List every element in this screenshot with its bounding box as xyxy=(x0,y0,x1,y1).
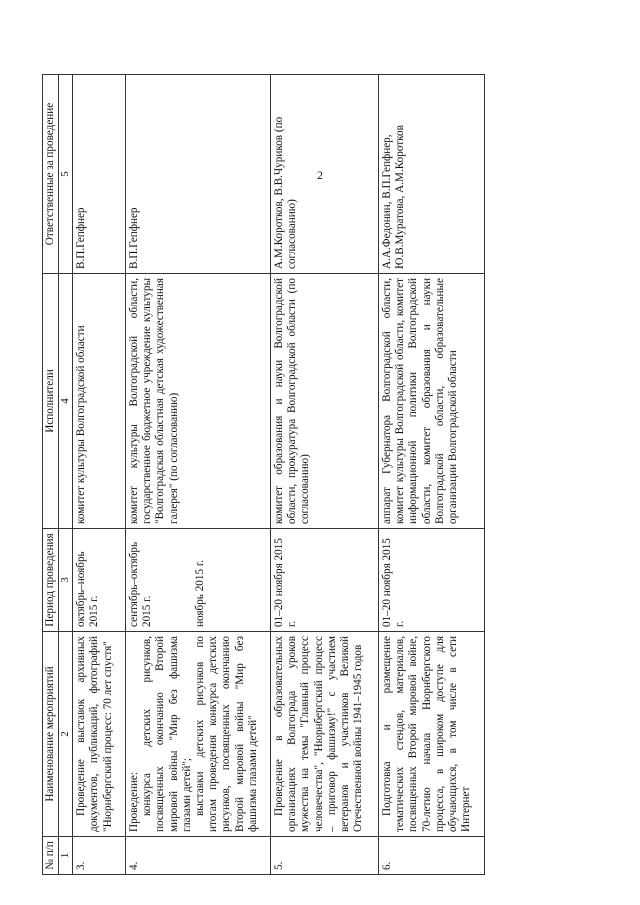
row-period xyxy=(125,529,270,632)
row-name-text: Подготовка и размещение тематических стендов, материалов, посвященных Второй мировой войне, 70-летию начала Нюрнбергского процесса, в широком доступе для обучающихся, в том числе в сети Интернет xyxy=(381,636,473,832)
page-number: 2 xyxy=(317,168,323,182)
table-header-row xyxy=(43,75,59,875)
col-number-4: 4 xyxy=(59,274,73,529)
header-period: Период проведения xyxy=(43,529,59,632)
table-row xyxy=(271,75,379,875)
events-table xyxy=(42,74,485,875)
column-number-row xyxy=(59,75,73,875)
row-period: октябрь–ноябрь 2015 г. xyxy=(73,529,126,632)
row-name-text: Проведение: xyxy=(127,771,140,832)
header-name: Наименование мероприятий xyxy=(43,632,59,837)
row-number: 4. xyxy=(125,837,270,875)
row-name xyxy=(379,632,485,837)
row-responsible: А.А.Федонин, В.П.Гепфнер, Ю.В.Муратова, А.М.Коротков xyxy=(379,75,485,274)
header-responsible: Ответственные за проведение xyxy=(43,75,59,274)
row-name-text: Проведение выставок архивных документов, публикаций, фотографий "Нюрнбергский процесс: 70 лет спустя" xyxy=(75,636,114,832)
header-number: № п/п xyxy=(43,837,59,875)
table-row xyxy=(73,75,126,875)
row-executors: комитет культуры Волгоградской области xyxy=(73,274,126,529)
table-row xyxy=(125,75,270,875)
row-period: 01–20 ноября 2015 г. xyxy=(379,529,485,632)
row-period-text: ноябрь 2015 г. xyxy=(194,560,207,627)
row-responsible: А.М.Коротков, В.В.Чуриков (по согласованию) xyxy=(271,75,379,274)
col-number-1: 1 xyxy=(59,837,73,875)
row-period-text: сентябрь–октябрь 2015 г. xyxy=(127,541,154,627)
col-number-3: 3 xyxy=(59,529,73,632)
col-number-2: 2 xyxy=(59,632,73,837)
row-name xyxy=(73,632,126,837)
row-name-text: выставки детских рисунков по итогам проведения конкурса детских рисунков, посвященных окончанию Второй мировой войны "Мир без фашизма глазами детей" xyxy=(193,636,259,832)
row-name xyxy=(125,632,270,837)
row-number: 5. xyxy=(271,837,379,875)
table-row xyxy=(379,75,485,875)
row-number: 6. xyxy=(379,837,485,875)
rotated-table-container xyxy=(42,5,622,875)
row-executors: комитет культуры Волгоградской области, государственное бюджетное учреждение культуры "Волгоградская областная детская художественная галерея" (по согласованию) xyxy=(125,274,270,529)
row-executors: аппарат Губернатора Волгоградской области, комитет культуры Волгоградской области, комитет информационной политики Волгоградской области, комитет образования и науки Волгоградской области, образовательные организации Волгоградской области xyxy=(379,274,485,529)
row-executors: комитет образования и науки Волгоградской области, прокуратура Волгоградской области (по согласованию) xyxy=(271,274,379,529)
row-name-text: конкурса детских рисунков, посвященных окончанию Второй мировой войны "Мир без фашизма глазами детей"; xyxy=(141,636,193,832)
col-number-5: 5 xyxy=(59,75,73,274)
row-responsible: В.П.Гепфнер xyxy=(73,75,126,274)
row-number: 3. xyxy=(73,837,126,875)
row-period: 01–20 ноября 2015 г. xyxy=(271,529,379,632)
header-executors: Исполнители xyxy=(43,274,59,529)
row-name-text: Проведение в образовательных организациях Волгограда уроков мужества на темы "Главный процесс человечества", "Нюрнбергский процесс – приговор фашизму!" с участием ветеранов и участников Великой Отечественной войны 1941–1945 годов xyxy=(273,636,365,832)
row-responsible: В.П.Гепфнер xyxy=(125,75,270,274)
row-name xyxy=(271,632,379,837)
